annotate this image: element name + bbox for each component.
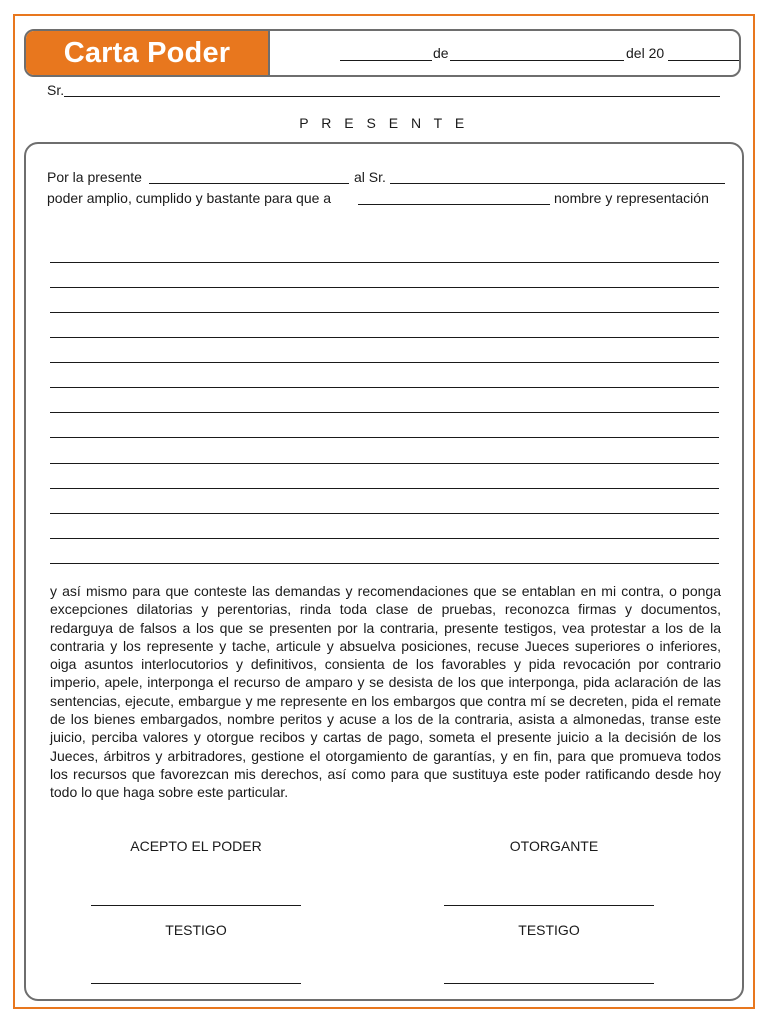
testigo-right-label: TESTIGO — [518, 922, 580, 938]
salutation: P R E S E N T E — [299, 115, 469, 131]
writing-line[interactable] — [50, 513, 719, 514]
representation-name-field[interactable] — [358, 204, 550, 205]
date-de-label: de — [433, 45, 449, 61]
acepto-signature-line[interactable] — [91, 905, 301, 906]
writing-line[interactable] — [50, 387, 719, 388]
date-day-field[interactable] — [340, 60, 432, 61]
otorgante-signature-line[interactable] — [444, 905, 654, 906]
date-row — [270, 31, 739, 75]
otorgante-label: OTORGANTE — [509, 838, 599, 854]
main-content-box — [24, 142, 744, 1001]
acepto-el-poder-label: ACEPTO EL PODER — [130, 838, 262, 854]
nombre-representacion-label: nombre y representación — [554, 190, 709, 206]
sr-name-field[interactable] — [64, 96, 720, 97]
sr-label: Sr. — [47, 82, 65, 98]
writing-line[interactable] — [50, 538, 719, 539]
grantor-name-field[interactable] — [149, 183, 349, 184]
attorney-name-field[interactable] — [390, 183, 725, 184]
date-del-label: del 20 — [626, 45, 665, 61]
writing-line[interactable] — [50, 362, 719, 363]
testigo-left-label: TESTIGO — [165, 922, 227, 938]
document-title: Carta Poder — [63, 36, 231, 69]
writing-line[interactable] — [50, 412, 719, 413]
title-block — [26, 31, 270, 75]
al-sr-label: al Sr. — [354, 169, 386, 185]
body-paragraph: y así mismo para que conteste las demandas y recomendaciones que se entablan en mi contra, o ponga excepciones dilatorias y perentorias, rinda toda clase de pruebas, reconozca firmas y documentos, redarguya de falsos a los que se presenten por la contraria, presente testigos, vea protestar a los de la contraria y los represente y tache, articule y absuelva posiciones, recuse Jueces superiores o inferiores, oiga asuntos interlocutorios y definitivos, consienta de los favorables y pida revocación por contrario imperio, apele, interponga el recurso de amparo y se desista de los que interponga, pida aclaración de las sentencias, ejecute, embargue y me represente en los embargos que contra mí se decreten, pida el remate de los bienes embargados, nombre peritos y acuse a los de la contraria, asista a almonedas, transe este juicio, perciba valores y otorgue recibos y cartas de pago, someta el presente juicio a la decisión de los Jueces, árbitros y arbitradores, gestione el otorgamiento de garantías, y en fin, para que promueva todos los recursos que favorezcan mis derechos, así como para que sustituya este poder ratificando desde hoy todo lo que haga sobre este particular. — [50, 583, 721, 801]
testigo-right-signature-line[interactable] — [444, 983, 654, 984]
poder-amplio-label: poder amplio, cumplido y bastante para que a — [47, 190, 332, 206]
writing-line[interactable] — [50, 287, 719, 288]
writing-line[interactable] — [50, 262, 719, 263]
writing-line[interactable] — [50, 437, 719, 438]
header-box — [24, 29, 741, 77]
writing-line[interactable] — [50, 463, 719, 464]
date-year-field[interactable] — [668, 60, 741, 61]
testigo-left-signature-line[interactable] — [91, 983, 301, 984]
writing-line[interactable] — [50, 488, 719, 489]
writing-line[interactable] — [50, 563, 719, 564]
por-la-presente-label: Por la presente — [47, 169, 142, 185]
writing-line[interactable] — [50, 337, 719, 338]
writing-line[interactable] — [50, 312, 719, 313]
date-month-field[interactable] — [450, 60, 624, 61]
